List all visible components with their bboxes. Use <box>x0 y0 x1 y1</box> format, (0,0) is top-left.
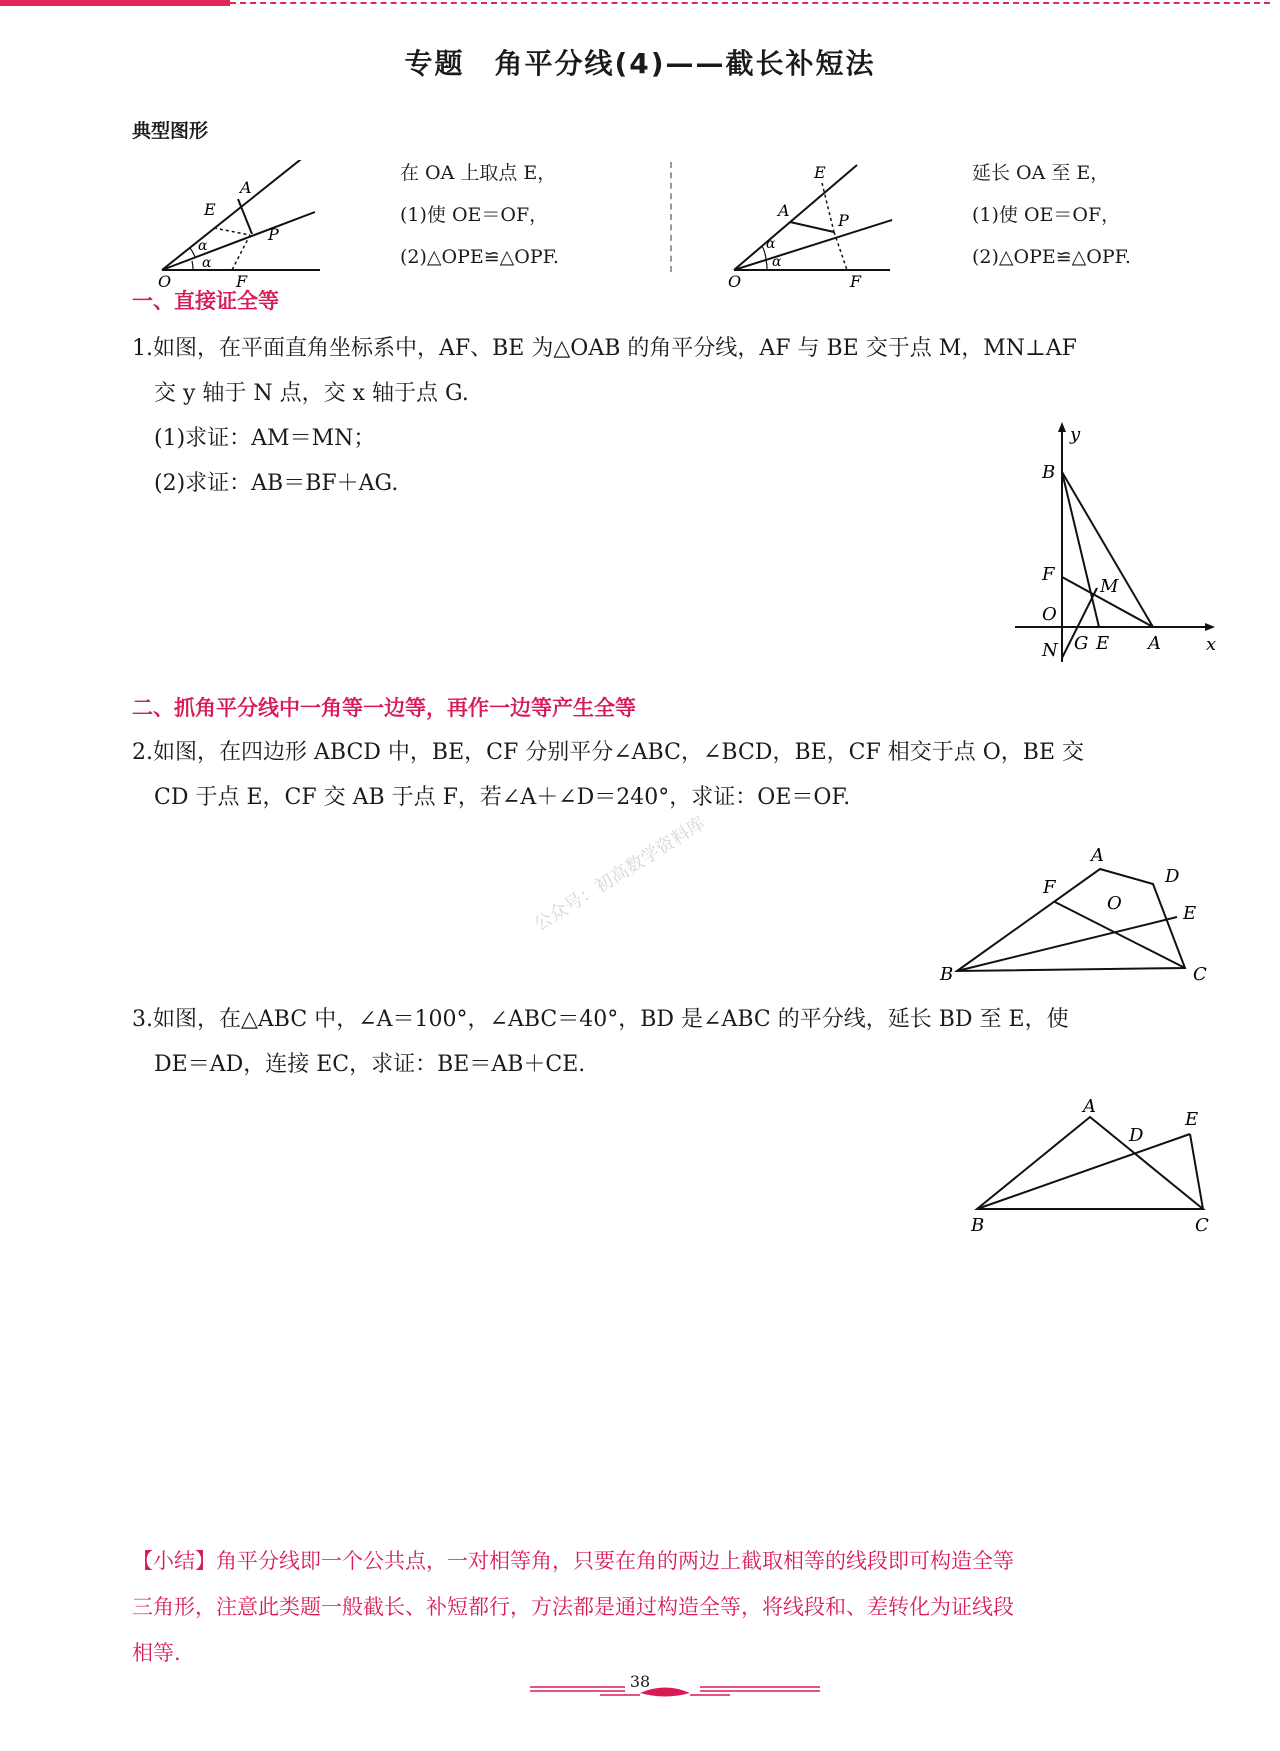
fig-p2-label-E: E <box>1183 903 1197 924</box>
fig-p2-label-F: F <box>1043 877 1056 898</box>
fig-p1-label-M: M <box>1100 576 1119 597</box>
problem-3-figure <box>965 1095 1220 1245</box>
summary-line: 相等. <box>132 1641 181 1665</box>
fig2-label-F: F <box>850 272 862 290</box>
fig2-alpha-lower: α <box>772 254 782 270</box>
fig2-alpha-upper: α <box>766 236 776 252</box>
fig-p2-label-O: O <box>1107 893 1122 914</box>
fig2-desc-line: (1)使 OE＝OF， <box>972 204 1121 226</box>
problem-1-line: 交 y 轴于 N 点，交 x 轴于点 G. <box>154 381 469 406</box>
fig-p1-label-y: y <box>1070 424 1081 445</box>
watermark: 公众号：初高数学资料库 <box>530 812 710 936</box>
fig1-alpha-lower: α <box>202 255 212 271</box>
top-bar-solid <box>0 0 230 6</box>
fig-p1-label-E: E <box>1096 633 1110 654</box>
fig1-label-E: E <box>204 200 216 219</box>
summary-line: 三角形，注意此类题一般截长、补短都行，方法都是通过构造全等，将线段和、差转化为证线段 <box>132 1595 1014 1619</box>
fig-p1-label-x: x <box>1206 634 1217 655</box>
problem-1-part-2: (2)求证：AB＝BF＋AG. <box>154 471 399 496</box>
fig2-label-P: P <box>838 211 849 230</box>
problem-1-part-1: (1)求证：AM＝MN； <box>154 426 376 451</box>
fig2-desc-line: 延长 OA 至 E， <box>972 162 1110 184</box>
problem-3-line: 3.如图，在△ABC 中，∠A＝100°，∠ABC＝40°，BD 是∠ABC 的平分线，延长 BD 至 E，使 <box>132 1007 1069 1032</box>
problem-3 <box>132 997 1212 1087</box>
fig-p2-label-A: A <box>1091 845 1104 866</box>
summary-box <box>132 1538 1212 1676</box>
fig1-desc-line: 在 OA 上取点 E， <box>400 162 557 184</box>
problem-2-line: CD 于点 E，CF 交 AB 于点 F，若∠A＋∠D＝240°，求证：OE＝OF. <box>154 785 851 810</box>
problem-2 <box>132 730 1212 820</box>
section-1-heading: 一、直接证全等 <box>132 289 279 313</box>
page-number: 38 <box>629 1672 651 1691</box>
problem-1-figure <box>1010 420 1225 670</box>
fig2-label-O: O <box>728 272 742 290</box>
fig2-label-A: A <box>778 201 790 220</box>
section-2-heading: 二、抓角平分线中一角等一边等，再作一边等产生全等 <box>132 696 636 720</box>
fig-p3-label-B: B <box>971 1215 985 1236</box>
fig1-alpha-upper: α <box>198 238 208 254</box>
problem-2-line: 2.如图，在四边形 ABCD 中，BE，CF 分别平分∠ABC，∠BCD，BE，CF 相交于点 O，BE 交 <box>132 740 1085 765</box>
fig-p2-label-D: D <box>1165 866 1180 887</box>
page-title: 专题 角平分线(4)——截长补短法 <box>404 47 876 80</box>
fig-p1-label-G: G <box>1074 633 1089 654</box>
top-decoration <box>0 0 1280 10</box>
fig1-label-F: F <box>236 272 248 290</box>
fig-p1-label-A: A <box>1148 633 1161 654</box>
typical-figure-2 <box>722 160 922 290</box>
fig1-label-A: A <box>240 178 252 197</box>
fig-p1-label-B: B <box>1042 462 1056 483</box>
typical-figure-1 <box>140 160 340 290</box>
fig-p3-label-C: C <box>1195 1215 1209 1236</box>
fig-p1-label-O: O <box>1042 604 1057 625</box>
fig-p2-label-C: C <box>1193 964 1207 985</box>
fig1-label-O: O <box>158 272 172 290</box>
fig2-label-E: E <box>814 163 826 182</box>
fig-p3-label-D: D <box>1129 1125 1144 1146</box>
fig1-desc-line: (1)使 OE＝OF， <box>400 204 549 226</box>
problem-2-figure <box>935 825 1215 995</box>
fig2-desc-line: (2)△OPE≌△OPF. <box>972 246 1131 268</box>
fig-p3-label-E: E <box>1185 1109 1199 1130</box>
figure-divider <box>670 162 672 272</box>
fig-p2-label-B: B <box>940 964 954 985</box>
typical-figures-heading: 典型图形 <box>132 120 209 142</box>
problem-3-line: DE＝AD，连接 EC，求证：BE＝AB＋CE. <box>154 1052 586 1077</box>
summary-line: 【小结】角平分线即一个公共点，一对相等角，只要在角的两边上截取相等的线段即可构造全等 <box>132 1549 1014 1573</box>
fig1-description <box>400 152 559 278</box>
problem-1-line: 1.如图，在平面直角坐标系中，AF、BE 为△OAB 的角平分线，AF 与 BE 交于点 M，MN⊥AF <box>132 336 1077 361</box>
fig1-label-P: P <box>268 225 279 244</box>
fig1-desc-line: (2)△OPE≌△OPF. <box>400 246 559 268</box>
fig-p3-label-A: A <box>1083 1096 1096 1117</box>
fig-p1-label-F: F <box>1042 564 1055 585</box>
top-bar-dashed <box>230 2 1270 4</box>
fig-p1-label-N: N <box>1042 640 1058 661</box>
fig2-description <box>972 152 1131 278</box>
